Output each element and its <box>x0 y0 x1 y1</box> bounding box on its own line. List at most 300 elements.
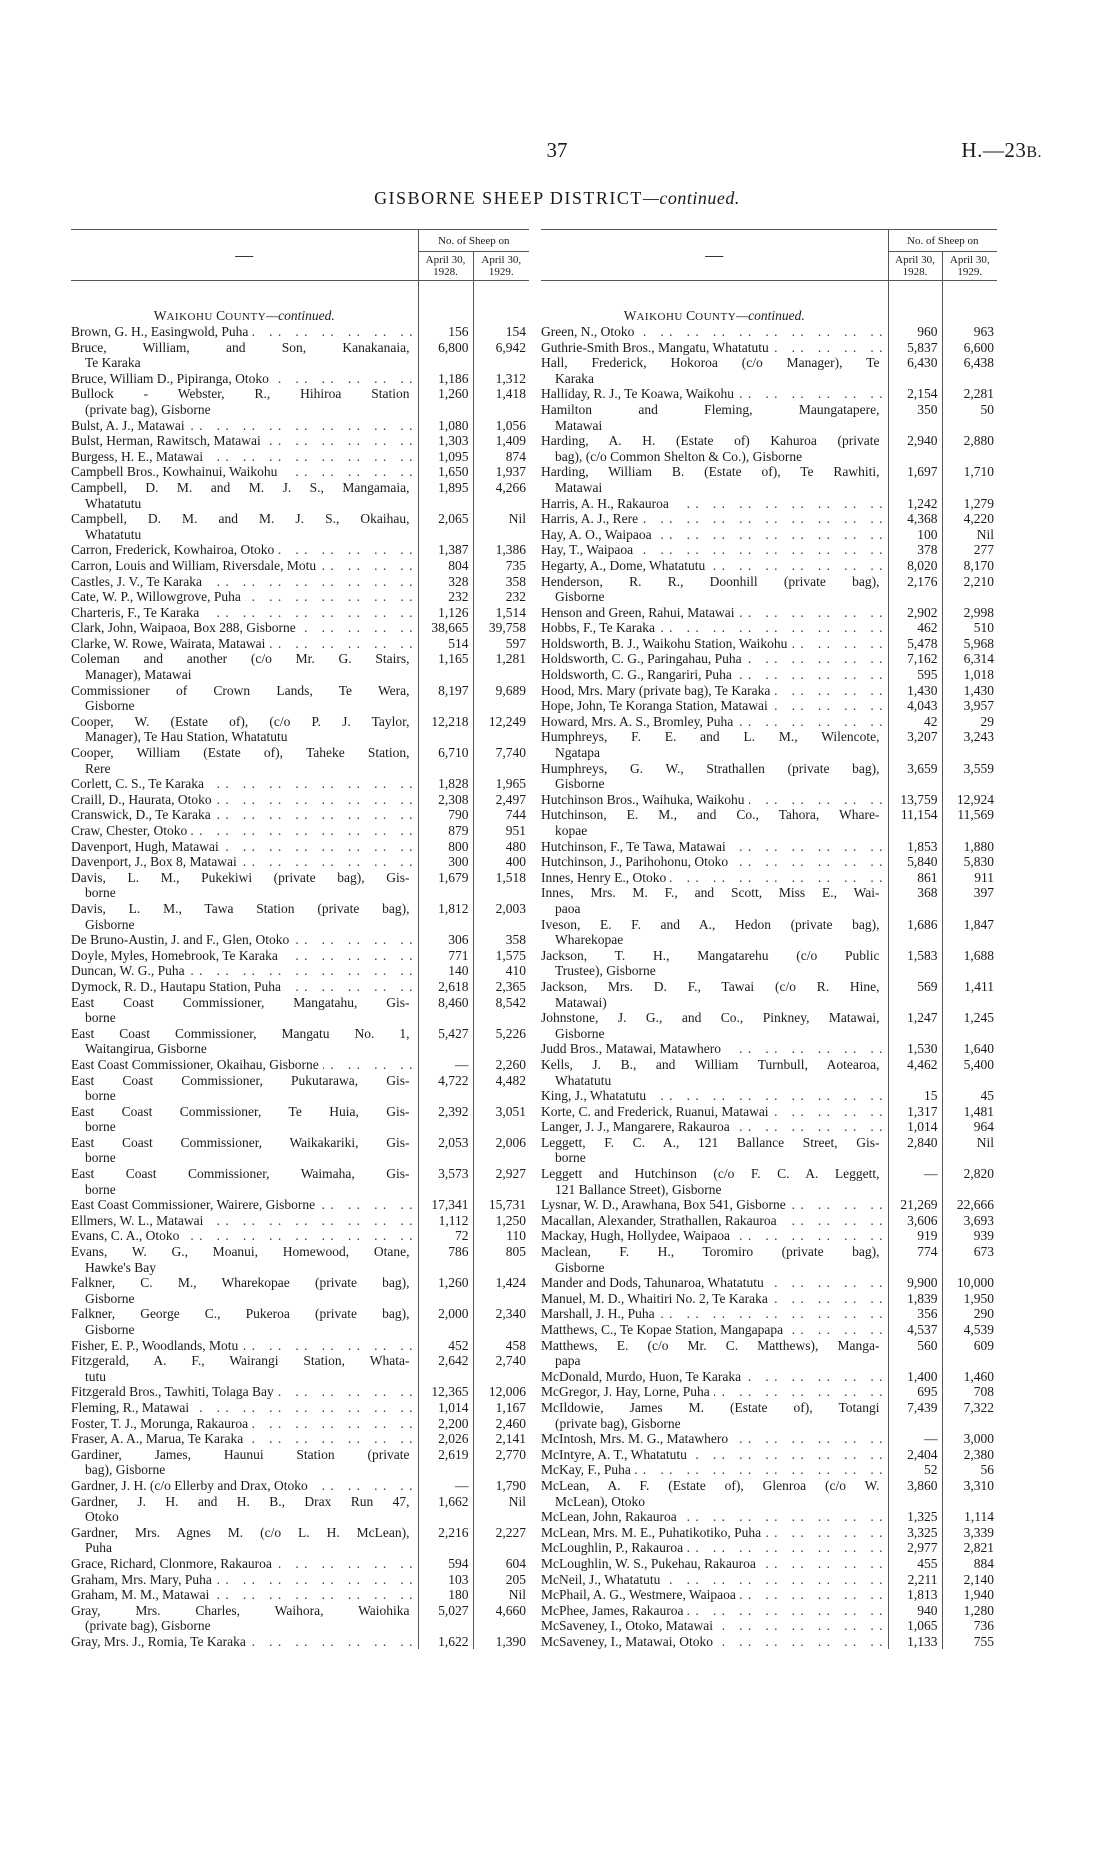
owner-name-cell <box>541 917 888 948</box>
owner-name-line: McKay, F., Puha <box>541 1462 635 1477</box>
table-row <box>71 839 529 855</box>
table-row <box>71 1197 529 1213</box>
owner-name-continuation: Gisborne <box>85 1322 135 1337</box>
sheep-count-1929: 1,409 <box>473 433 529 449</box>
owner-name-cell <box>71 1634 418 1650</box>
owner-name-line: Gray, Mrs. Charles, Waihora, Waiohika <box>71 1603 414 1618</box>
sheep-count-1929: 15,731 <box>473 1197 529 1213</box>
page-ref-suffix: B. <box>1026 144 1042 161</box>
owner-name-cell <box>541 683 888 699</box>
sheep-count-1929: 1,847 <box>942 917 997 948</box>
sheep-count-1929: 4,220 <box>942 511 997 527</box>
sheep-count-1928: 2,211 <box>888 1572 942 1588</box>
owner-name-continuation: tutu <box>85 1368 107 1384</box>
owner-name-continuation: paoa <box>555 900 581 916</box>
owner-name-cell <box>541 761 888 792</box>
table-row <box>541 1384 997 1400</box>
sheep-count-1929: 3,310 <box>942 1478 997 1509</box>
owner-name-line: Humphreys, F. E. and L. M., Wilencote, <box>541 729 884 744</box>
table-row <box>541 527 997 543</box>
sheep-count-1928: 4,043 <box>888 698 942 714</box>
owner-name-cell <box>541 651 888 667</box>
sheep-count-1928: 569 <box>888 979 942 1010</box>
sheep-count-1929: 1,575 <box>473 948 529 964</box>
owner-name-line: Duncan, W. G., Puha <box>71 963 189 978</box>
owner-name-line: Grace, Richard, Clonmore, Rakauroa <box>71 1556 276 1571</box>
owner-name-line: Leggett, F. C. A., 121 Ballance Street, Gis- <box>541 1135 884 1150</box>
owner-name-continuation: Karaka <box>555 370 594 386</box>
sheep-count-1928: 2,154 <box>888 386 942 402</box>
owner-name-cell <box>541 1197 888 1213</box>
owner-name-line: Burgess, H. E., Matawai <box>71 449 207 464</box>
owner-name-line: McSaveney, I., Otoko, Matawai <box>541 1618 717 1633</box>
sheep-count-1929: 358 <box>473 574 529 590</box>
sheep-count-1929: 1,418 <box>473 386 529 417</box>
owner-name-continuation: Matawai) <box>555 994 607 1010</box>
table-row <box>71 1525 529 1556</box>
sheep-count-1928: 12,365 <box>418 1384 473 1400</box>
owner-name-line: Harding, A. H. (Estate of) Kahuroa (private <box>541 433 884 448</box>
sheep-count-1929: 8,542 <box>473 995 529 1026</box>
owner-name-cell <box>71 776 418 792</box>
owner-name-cell <box>71 1447 418 1478</box>
sheep-count-1929: 964 <box>942 1119 997 1135</box>
table-row <box>541 1540 997 1556</box>
owner-name-line: Fraser, A. A., Marua, Te Karaka <box>71 1431 247 1446</box>
owner-name-line: De Bruno-Austin, J. and F., Glen, Otoko <box>71 932 293 947</box>
owner-name-cell <box>71 714 418 745</box>
owner-name-cell <box>71 1306 418 1337</box>
sheep-count-1929: 2,340 <box>473 1306 529 1337</box>
owner-name-cell <box>541 1400 888 1431</box>
sheep-count-1928: 800 <box>418 839 473 855</box>
sheep-count-1928: 1,650 <box>418 464 473 480</box>
owner-name-line: Gardner, J. H. (c/o Ellerby and Drax, Otoko <box>71 1478 312 1493</box>
table-row <box>541 1509 997 1525</box>
sheep-count-1928: 5,427 <box>418 1026 473 1057</box>
sheep-count-1929: 1,518 <box>473 870 529 901</box>
sheep-count-1928: 1,400 <box>888 1369 942 1385</box>
sheep-count-1929: 410 <box>473 963 529 979</box>
table-row <box>541 511 997 527</box>
table-row <box>541 1618 997 1634</box>
title-suffix: —continued. <box>642 188 740 208</box>
sheep-count-1929: 1,279 <box>942 496 997 512</box>
table-row <box>541 1306 997 1322</box>
owner-name-cell <box>541 402 888 433</box>
table-row <box>71 1353 529 1384</box>
table-row <box>541 885 997 916</box>
table-row <box>541 792 997 808</box>
owner-name-cell <box>541 807 888 838</box>
sheep-count-1929: 1,937 <box>473 464 529 480</box>
table-row <box>71 480 529 511</box>
sheep-count-1929: 1,250 <box>473 1213 529 1229</box>
owner-name-cell <box>541 667 888 683</box>
table-row <box>541 761 997 792</box>
sheep-count-1929: 1,390 <box>473 1634 529 1650</box>
owner-name-line: McLean, John, Rakauroa <box>541 1509 681 1524</box>
owner-name-continuation: papa <box>555 1353 581 1369</box>
owner-name-line: Innes, Mrs. M. F., and Scott, Miss E., Wai- <box>541 885 884 900</box>
sheep-count-1928: 306 <box>418 932 473 948</box>
sheep-count-1928: 1,133 <box>888 1634 942 1650</box>
table-row <box>71 1400 529 1416</box>
sheep-count-1928: 1,697 <box>888 464 942 495</box>
sheep-count-1928: 9,900 <box>888 1275 942 1291</box>
table-row <box>541 1041 997 1057</box>
sheep-count-1928: 2,619 <box>418 1447 473 1478</box>
sheep-table-right <box>541 229 997 1649</box>
owner-name-line: Marshall, J. H., Puha <box>541 1306 659 1321</box>
sheep-count-1929: 2,140 <box>942 1572 997 1588</box>
table-row <box>71 932 529 948</box>
table-row <box>71 1556 529 1572</box>
owner-name-line: McIntosh, Mrs. M. G., Matawhero <box>541 1431 732 1446</box>
table-row <box>71 542 529 558</box>
table-row <box>71 1338 529 1354</box>
sheep-count-1929: Nil <box>473 1494 529 1525</box>
table-row <box>71 823 529 839</box>
table-row <box>541 1135 997 1166</box>
sheep-count-1929: 358 <box>473 932 529 948</box>
sheep-count-1928: 21,269 <box>888 1197 942 1213</box>
table-row <box>541 340 997 356</box>
table-row <box>541 1478 997 1509</box>
sheep-count-1929: 1,460 <box>942 1369 997 1385</box>
sheep-count-1929: 3,957 <box>942 698 997 714</box>
sheep-count-1929: 9,689 <box>473 683 529 714</box>
owner-name-line: Halliday, R. J., Te Koawa, Waikohu <box>541 386 738 401</box>
owner-name-line: Graham, Mrs. Mary, Puha <box>71 1572 216 1587</box>
table-row <box>541 574 997 605</box>
sheep-count-1928: 378 <box>888 542 942 558</box>
owner-name-cell <box>71 449 418 465</box>
owner-name-cell <box>71 418 418 434</box>
table-row <box>71 511 529 542</box>
sheep-count-1929: 2,460 <box>473 1416 529 1432</box>
owner-name-cell <box>71 1213 418 1229</box>
sheep-count-1929: 400 <box>473 854 529 870</box>
table-row <box>541 729 997 760</box>
owner-name-line: Maclean, F. H., Toromiro (private bag), <box>541 1244 884 1259</box>
owner-name-line: Hutchinson, E. M., and Co., Tahora, Whare- <box>541 807 884 822</box>
sheep-count-1929: 874 <box>473 449 529 465</box>
owner-name-line: Cooper, W. (Estate of), (c/o P. J. Taylor, <box>71 714 414 729</box>
sheep-count-1928: 100 <box>888 527 942 543</box>
table-row <box>71 948 529 964</box>
sheep-count-1928: 1,165 <box>418 651 473 682</box>
owner-name-continuation: Gisborne <box>555 589 605 605</box>
owner-name-cell <box>71 1166 418 1197</box>
owner-name-cell <box>71 589 418 605</box>
sheep-count-1929: 708 <box>942 1384 997 1400</box>
sheep-count-1928: 356 <box>888 1306 942 1322</box>
sheep-count-1929: 673 <box>942 1244 997 1275</box>
owner-name-line: Macallan, Alexander, Strathallen, Rakauroa <box>541 1213 781 1228</box>
table-row <box>541 433 997 464</box>
sheep-count-1929: 11,569 <box>942 807 997 838</box>
table-row <box>71 589 529 605</box>
sheep-count-1928: 2,216 <box>418 1525 473 1556</box>
sheep-count-1928: 3,573 <box>418 1166 473 1197</box>
sheep-count-1929: 22,666 <box>942 1197 997 1213</box>
table-row <box>541 1603 997 1619</box>
owner-name-line: Bulst, A. J., Matawai <box>71 418 189 433</box>
table-row <box>541 1525 997 1541</box>
sheep-count-1929: Nil <box>473 1587 529 1603</box>
table-row <box>71 1587 529 1603</box>
sheep-count-1928: 328 <box>418 574 473 590</box>
sheep-count-1929: 951 <box>473 823 529 839</box>
sheep-count-1929: 12,249 <box>473 714 529 745</box>
owner-name-cell <box>541 636 888 652</box>
sheep-count-1928: 1,679 <box>418 870 473 901</box>
owner-name-line: Gray, Mrs. J., Romia, Te Karaka <box>71 1634 250 1649</box>
table-row <box>541 714 997 730</box>
owner-name-line: Innes, Henry E., Otoko <box>541 870 670 885</box>
sheep-count-1929: 5,968 <box>942 636 997 652</box>
sheep-count-1928: 514 <box>418 636 473 652</box>
owner-name-line: Korte, C. and Frederick, Ruanui, Matawai <box>541 1104 773 1119</box>
owner-name-cell <box>71 511 418 542</box>
sheep-count-1928: 940 <box>888 1603 942 1619</box>
sheep-count-1929: 805 <box>473 1244 529 1275</box>
sheep-count-1928: 1,430 <box>888 683 942 699</box>
section-heading: WAIKOHU COUNTY—continued. <box>623 308 805 323</box>
owner-name-line: Fitzgerald, A. F., Wairangi Station, Whata- <box>71 1353 414 1368</box>
owner-name-line: East Coast Commissioner, Mangatahu, Gis- <box>71 995 414 1010</box>
owner-name-continuation: Whatatutu <box>555 1072 612 1088</box>
sheep-count-1928: 2,308 <box>418 792 473 808</box>
table-row <box>71 714 529 745</box>
owner-name-cell <box>71 823 418 839</box>
owner-name-continuation: bag), (c/o Common Shelton & Co.), Gisborne <box>555 448 803 464</box>
owner-name-line: Leggett and Hutchinson (c/o F. C. A. Leggett, <box>541 1166 884 1181</box>
sheep-count-1929: 29 <box>942 714 997 730</box>
owner-name-cell <box>541 574 888 605</box>
owner-name-cell <box>71 792 418 808</box>
owner-name-continuation: Ngatapa <box>555 745 600 761</box>
owner-name-cell <box>71 963 418 979</box>
owner-name-cell <box>71 1244 418 1275</box>
sheep-count-1928: 3,207 <box>888 729 942 760</box>
owner-name-cell <box>71 1026 418 1057</box>
sheep-count-1929: 1,281 <box>473 651 529 682</box>
table-row <box>71 792 529 808</box>
table-row <box>71 854 529 870</box>
owner-name-cell <box>71 1400 418 1416</box>
owner-name-cell <box>71 839 418 855</box>
owner-name-cell <box>541 854 888 870</box>
sheep-count-1928: 1,812 <box>418 901 473 932</box>
sheep-count-1929: 5,226 <box>473 1026 529 1057</box>
page-ref-main: H.—23 <box>961 138 1027 162</box>
sheep-count-1928: — <box>418 1057 473 1073</box>
sheep-count-1928: 4,462 <box>888 1057 942 1088</box>
table-row <box>541 1244 997 1275</box>
owner-name-cell <box>541 1540 888 1556</box>
owner-name-cell <box>71 1275 418 1306</box>
table-row <box>71 1416 529 1432</box>
owner-name-cell <box>71 932 418 948</box>
owner-name-continuation: borne <box>85 1010 116 1026</box>
owner-name-line: Davenport, Hugh, Matawai <box>71 839 223 854</box>
owner-name-continuation: (private bag), Gisborne <box>85 401 211 417</box>
owner-name-line: Davenport, J., Box 8, Matawai <box>71 854 241 869</box>
owner-name-cell <box>71 1135 418 1166</box>
sheep-count-1929: 597 <box>473 636 529 652</box>
sheep-count-1929: 4,266 <box>473 480 529 511</box>
sheep-count-1929: 939 <box>942 1228 997 1244</box>
owner-name-continuation: McLean), Otoko <box>555 1493 645 1509</box>
page-title <box>0 188 1114 209</box>
table-row <box>541 1431 997 1447</box>
owner-name-cell <box>541 1291 888 1307</box>
owner-name-cell <box>541 386 888 402</box>
table-row <box>71 651 529 682</box>
table-row <box>541 948 997 979</box>
table-row <box>71 386 529 417</box>
table-row <box>71 636 529 652</box>
owner-name-line: Langer, J. J., Mangarere, Rakauroa <box>541 1119 734 1134</box>
table-row <box>541 324 997 340</box>
table-row <box>541 1634 997 1650</box>
table-row <box>71 620 529 636</box>
owner-name-line: Kells, J. B., and William Turnbull, Aotearoa, <box>541 1057 884 1072</box>
table-row <box>71 1447 529 1478</box>
owner-name-cell <box>541 558 888 574</box>
sheep-count-1928: — <box>888 1166 942 1197</box>
table-row <box>71 1135 529 1166</box>
owner-name-continuation: Hawke's Bay <box>85 1259 157 1275</box>
sheep-count-1928: 2,065 <box>418 511 473 542</box>
sheep-count-1928: 1,387 <box>418 542 473 558</box>
owner-name-line: Mander and Dods, Tahunaroa, Whatatutu <box>541 1275 768 1290</box>
sheep-count-1928: 3,606 <box>888 1213 942 1229</box>
sheep-count-1929: 604 <box>473 1556 529 1572</box>
table-row <box>71 1166 529 1197</box>
table-row <box>541 1556 997 1572</box>
table-row <box>541 464 997 495</box>
owner-name-line: Iveson, E. F. and A., Hedon (private bag), <box>541 917 884 932</box>
owner-name-continuation: borne <box>85 1181 116 1197</box>
sheep-count-1929: 2,770 <box>473 1447 529 1478</box>
owner-name-line: Davis, L. M., Pukekiwi (private bag), Gis- <box>71 870 414 885</box>
sheep-count-1928: 2,392 <box>418 1104 473 1135</box>
sheep-count-1929: 609 <box>942 1338 997 1369</box>
left-column <box>71 229 529 1649</box>
sheep-count-1928: 2,000 <box>418 1306 473 1337</box>
owner-name-line: Lysnar, W. D., Arawhana, Box 541, Gisborne <box>541 1197 790 1212</box>
sheep-count-1929: 1,280 <box>942 1603 997 1619</box>
table-row <box>541 1088 997 1104</box>
page-number: 37 <box>546 138 568 162</box>
owner-name-cell <box>541 1478 888 1509</box>
owner-name-line: Hobbs, F., Te Karaka <box>541 620 659 635</box>
sheep-count-1928: 3,325 <box>888 1525 942 1541</box>
table-row <box>541 1369 997 1385</box>
sheep-count-1929: 2,740 <box>473 1353 529 1384</box>
table-row <box>71 1213 529 1229</box>
sheep-count-1929: 277 <box>942 542 997 558</box>
sheep-count-1928: 790 <box>418 807 473 823</box>
owner-name-line: Foster, T. J., Morunga, Rakauroa <box>71 1416 252 1431</box>
owner-name-cell <box>71 433 418 449</box>
table-row <box>541 1322 997 1338</box>
year-1929-header: April 30, 1929. <box>473 252 529 281</box>
owner-name-line: Bulst, Herman, Rawitsch, Matawai <box>71 433 265 448</box>
sheep-count-1928: 2,840 <box>888 1135 942 1166</box>
owner-name-cell <box>541 948 888 979</box>
owner-name-cell <box>541 605 888 621</box>
owner-name-cell <box>71 901 418 932</box>
owner-name-cell <box>541 1384 888 1400</box>
owner-name-line: Davis, L. M., Tawa Station (private bag), <box>71 901 414 916</box>
sheep-count-1929: 2,003 <box>473 901 529 932</box>
sheep-count-1928: 5,478 <box>888 636 942 652</box>
sheep-count-1929: 4,539 <box>942 1322 997 1338</box>
owner-name-cell <box>541 1556 888 1572</box>
owner-name-line: Clarke, W. Rowe, Wairata, Matawai <box>71 636 269 651</box>
sheep-count-1928: 4,537 <box>888 1322 942 1338</box>
sheep-count-1929: 1,411 <box>942 979 997 1010</box>
owner-name-line: Carron, Louis and William, Riversdale, Motu <box>71 558 320 573</box>
sheep-count-1928: 6,430 <box>888 355 942 386</box>
owner-name-line: Harris, A. H., Rakauroa <box>541 496 673 511</box>
owner-name-continuation: Manager), Matawai <box>85 667 192 683</box>
owner-name-line: McSaveney, I., Matawai, Otoko <box>541 1634 717 1649</box>
sheep-count-1928: 2,940 <box>888 433 942 464</box>
owner-name-line: McLoughlin, W. S., Pukehau, Rakauroa <box>541 1556 760 1571</box>
table-row <box>541 1587 997 1603</box>
sheep-count-1929: 911 <box>942 870 997 886</box>
sheep-count-1928: 1,853 <box>888 839 942 855</box>
owner-name-cell <box>71 464 418 480</box>
sheep-count-1929: 1,965 <box>473 776 529 792</box>
table-row <box>71 1275 529 1306</box>
table-row <box>541 854 997 870</box>
sheep-count-1928: 2,977 <box>888 1540 942 1556</box>
sheep-count-1929: 50 <box>942 402 997 433</box>
owner-name-cell <box>71 651 418 682</box>
sheep-count-1928: 2,902 <box>888 605 942 621</box>
owner-name-line: Henderson, R. R., Doonhill (private bag), <box>541 574 884 589</box>
owner-name-cell <box>541 511 888 527</box>
owner-name-line: Fitzgerald Bros., Tawhiti, Tolaga Bay <box>71 1384 278 1399</box>
owner-name-cell <box>541 979 888 1010</box>
sheep-count-1929: 1,312 <box>473 371 529 387</box>
owner-name-cell <box>541 1041 888 1057</box>
sheep-count-1929: 5,830 <box>942 854 997 870</box>
sheep-count-1929: 963 <box>942 324 997 340</box>
owner-name-line: Gardiner, James, Haunui Station (private <box>71 1447 414 1462</box>
sheep-count-1929: 6,438 <box>942 355 997 386</box>
owner-name-cell <box>541 527 888 543</box>
owner-name-cell <box>71 1572 418 1588</box>
sheep-count-1929: Nil <box>942 1135 997 1166</box>
owner-name-cell <box>71 948 418 964</box>
sheep-count-1928: 1,530 <box>888 1041 942 1057</box>
sheep-count-1928: 180 <box>418 1587 473 1603</box>
table-row <box>71 745 529 776</box>
table-row <box>541 636 997 652</box>
owner-name-line: East Coast Commissioner, Wairere, Gisborne <box>71 1197 319 1212</box>
owner-name-cell <box>71 995 418 1026</box>
owner-name-line: Hamilton and Fleming, Maungatapere, <box>541 402 884 417</box>
owner-name-cell <box>541 1572 888 1588</box>
section-heading: WAIKOHU COUNTY—continued. <box>153 308 335 323</box>
